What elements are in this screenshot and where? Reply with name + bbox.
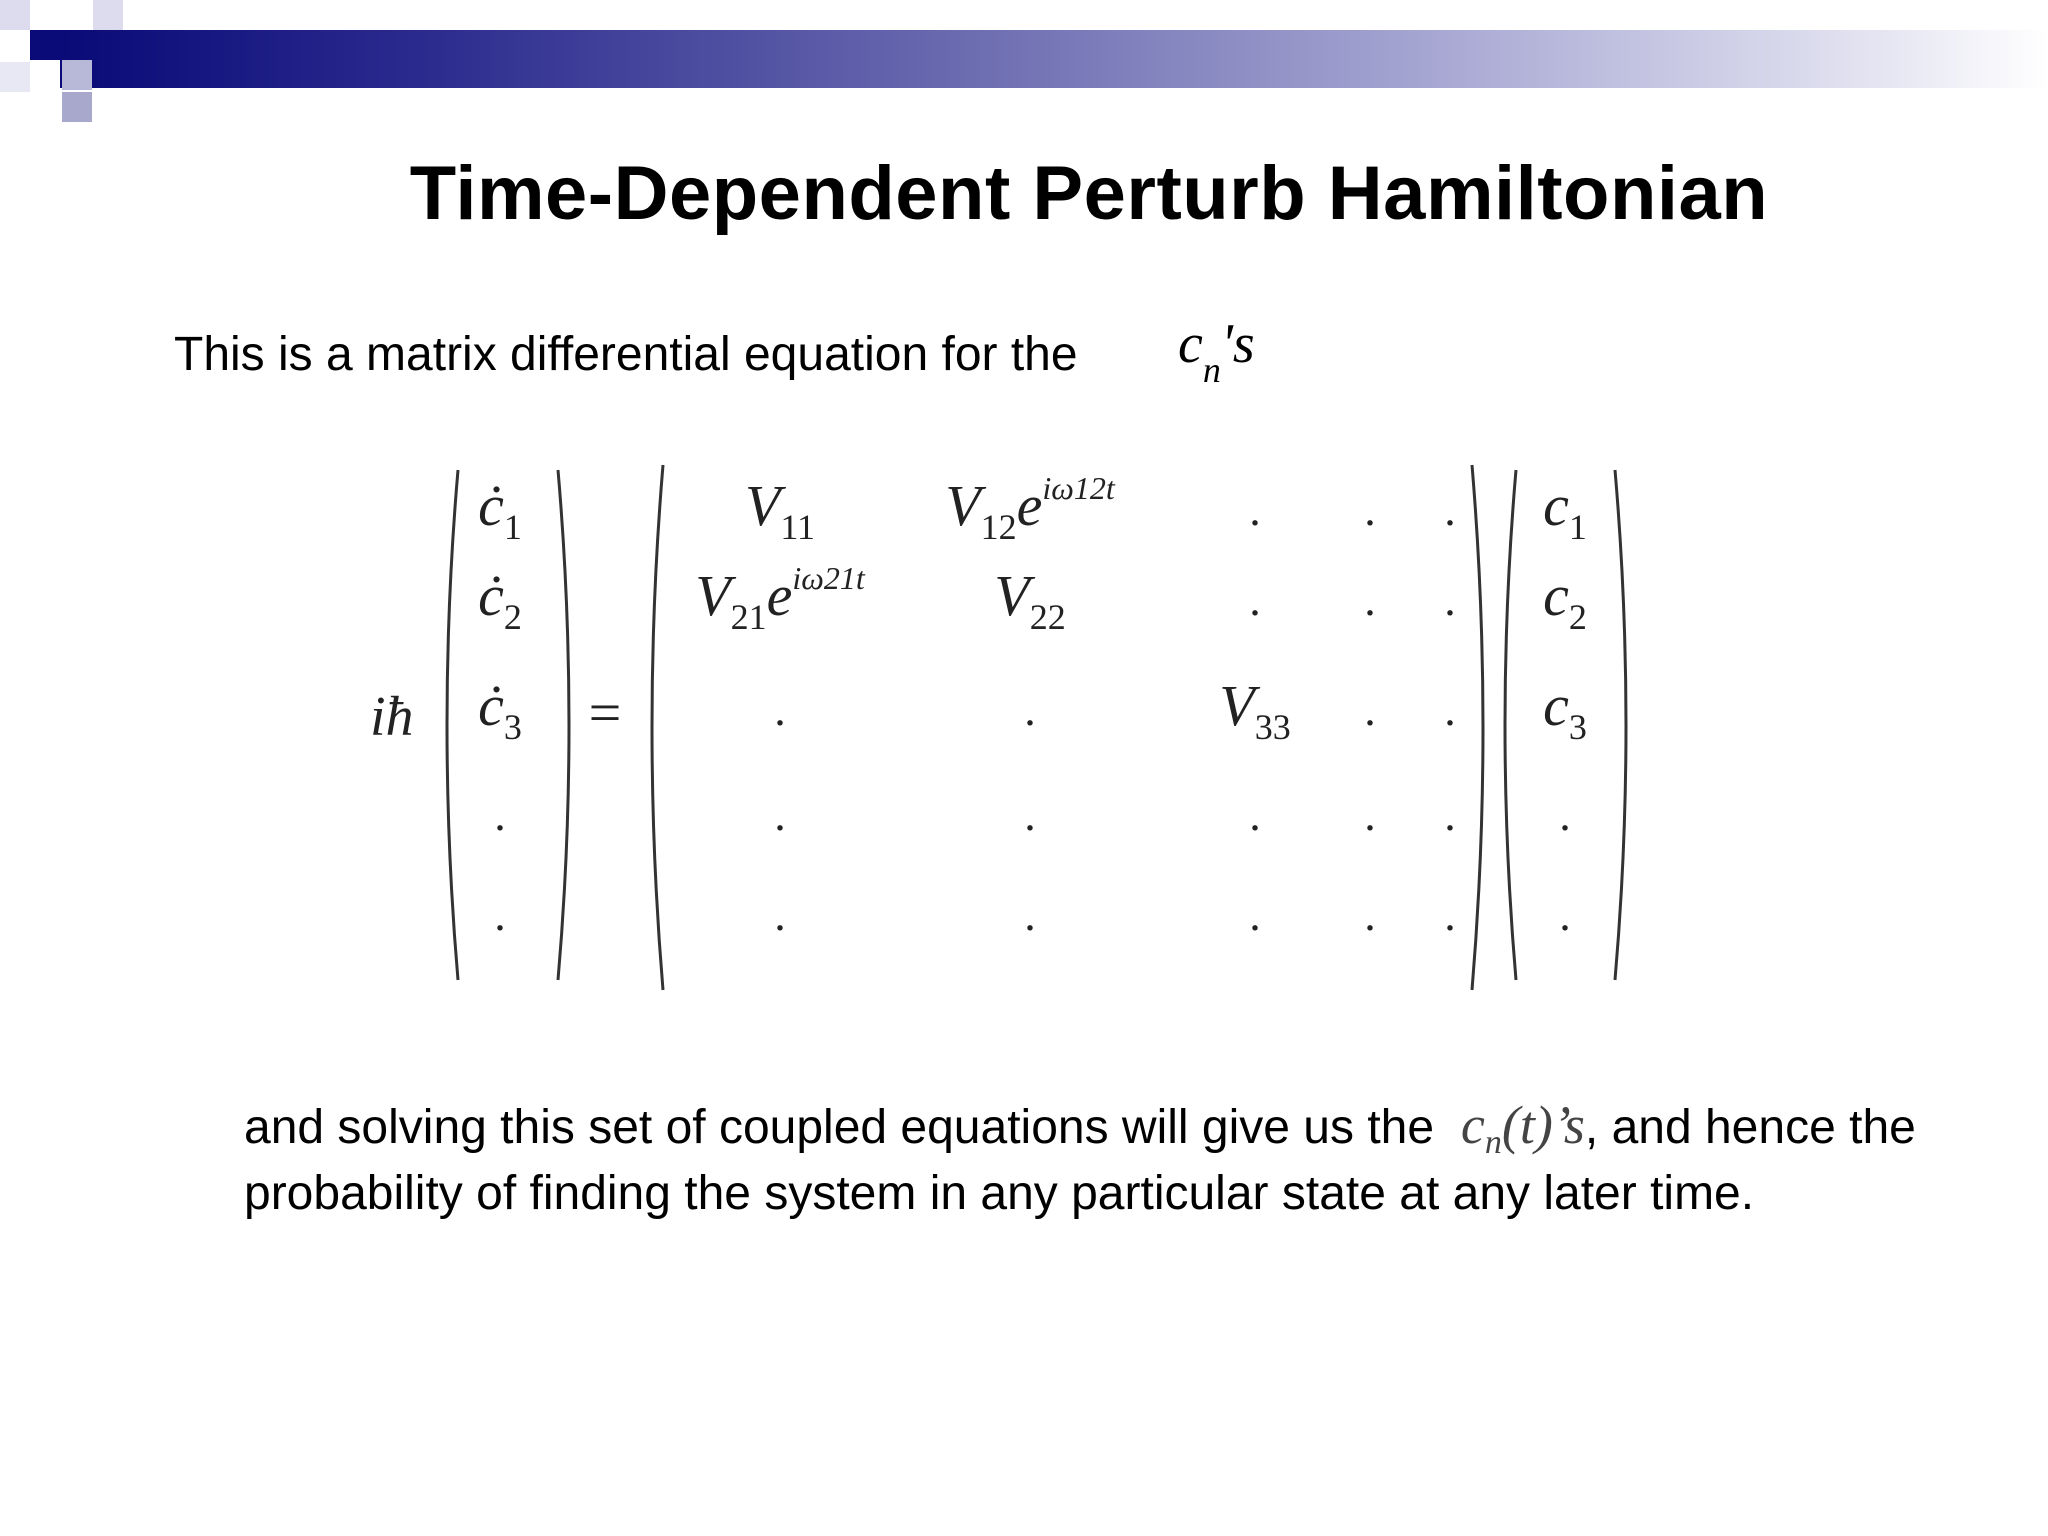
matrix-cell-r1-c2: $V_{12}e^{i\omega 12t}$	[945, 470, 1115, 547]
header-square-light	[0, 62, 30, 92]
closing-math-suffix: ’s	[1552, 1095, 1585, 1155]
matrix-cell-r3-c1-dot: .	[774, 684, 786, 735]
intro-text: This is a matrix differential equation for the	[174, 328, 1078, 381]
matrix-cell-r5-c4-dot: .	[1364, 889, 1376, 940]
closing-text-before: and solving this set of coupled equations will give us the	[244, 1101, 1435, 1154]
closing-math-base: c	[1460, 1095, 1485, 1155]
rhs-entry-2: $c_2$	[1543, 563, 1587, 637]
matrix-right-paren	[1472, 465, 1483, 990]
header-square-light	[93, 0, 123, 30]
closing-math-cn-t	[1447, 1095, 1585, 1161]
lhs-entry-3: $ċ_3$	[478, 673, 522, 747]
matrix-cell-r4-c5-dot: .	[1444, 789, 1456, 840]
matrix-cell-r2-c2: $V_{22}$	[994, 563, 1066, 637]
matrix-cell-r1-c5-dot: .	[1444, 484, 1456, 535]
matrix-cell-r1-c4-dot: .	[1364, 484, 1376, 535]
matrix-cell-r1-c1: $V_{11}$	[744, 473, 816, 547]
intro-math-suffix: 's	[1220, 313, 1255, 375]
closing-math-arg: (t)	[1501, 1095, 1553, 1155]
matrix-cell-r4-c4-dot: .	[1364, 789, 1376, 840]
intro-math-cn	[1178, 312, 1255, 390]
matrix-cell-r4-c1-dot: .	[774, 789, 786, 840]
matrix-cell-r4-c2-dot: .	[1024, 789, 1036, 840]
lhs-entry-1: $ċ_1$	[478, 473, 522, 547]
lhs-entry-5-dot: .	[494, 889, 506, 940]
matrix-cell-r3-c2-dot: .	[1024, 684, 1036, 735]
rhs-entry-1: $c_1$	[1543, 473, 1587, 547]
closing-paragraph	[244, 1095, 1944, 1224]
lhs-left-paren	[447, 470, 458, 980]
matrix-left-paren	[652, 465, 663, 990]
equals-sign: =	[588, 680, 622, 745]
matrix-cell-r2-c5-dot: .	[1444, 574, 1456, 625]
lhs-entry-2: $ċ_2$	[478, 563, 522, 637]
matrix-cell-r5-c2-dot: .	[1024, 889, 1036, 940]
matrix-cell-r5-c3-dot: .	[1249, 889, 1261, 940]
matrix-cell-r3-c4-dot: .	[1364, 684, 1376, 735]
matrix-cell-r4-c3-dot: .	[1249, 789, 1261, 840]
matrix-cell-r3-c5-dot: .	[1444, 684, 1456, 735]
slide-title: Time-Dependent Perturb Hamiltonian	[409, 151, 1769, 236]
rhs-right-paren	[1615, 470, 1626, 980]
matrix-cell-r2-c3-dot: .	[1249, 574, 1261, 625]
closing-math-sub: n	[1484, 1124, 1502, 1161]
matrix-cell-r1-c3-dot: .	[1249, 484, 1261, 535]
equation-prefix-ihbar: iħ	[370, 686, 414, 748]
matrix-equation	[350, 450, 1650, 1010]
header-square-light	[62, 60, 92, 90]
rhs-entry-3: $c_3$	[1543, 673, 1587, 747]
matrix-cell-r5-c1-dot: .	[774, 889, 786, 940]
header-gradient-band	[60, 30, 2048, 88]
header-square-light	[62, 92, 92, 122]
intro-math-sub: n	[1202, 350, 1221, 390]
matrix-cell-r5-c5-dot: .	[1444, 889, 1456, 940]
rhs-left-paren	[1505, 470, 1516, 980]
header-square-light	[0, 0, 30, 30]
lhs-entry-4-dot: .	[494, 789, 506, 840]
rhs-entry-4-dot: .	[1559, 789, 1571, 840]
matrix-cell-r2-c4-dot: .	[1364, 574, 1376, 625]
closing-text-after: , and hence the probability of finding the system in any particular state at any later time.	[244, 1101, 1916, 1220]
matrix-cell-r2-c1: $V_{21}e^{i\omega 21t}$	[695, 560, 865, 637]
header-square-dark	[30, 30, 60, 60]
matrix-cell-r3-c3: $V_{33}$	[1219, 673, 1291, 747]
rhs-entry-5-dot: .	[1559, 889, 1571, 940]
intro-math-base: c	[1178, 313, 1203, 375]
lhs-right-paren	[558, 470, 569, 980]
